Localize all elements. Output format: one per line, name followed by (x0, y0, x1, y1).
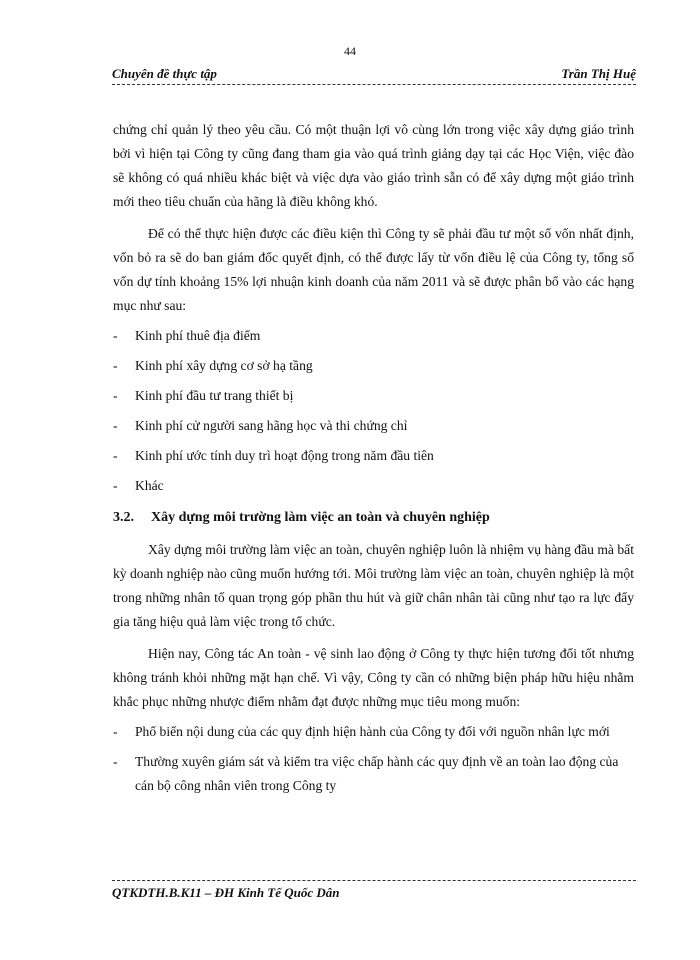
budget-list (113, 324, 634, 498)
list-item (113, 414, 634, 438)
measures-list (113, 720, 634, 798)
bullet-dash: - (113, 388, 118, 403)
paragraph-environment: Xây dựng môi trường làm việc an toàn, chuyên nghiệp luôn là nhiệm vụ hàng đầu mà bất kỳ doanh nghiệp nào cũng muốn hướng tới. Môi trường làm việc an toàn, chuyên nghiệp là một trong những nhân tố quan trọng góp phần thu hút và giữ chân nhân tài cũng như tạo ra lực đẩy gia tăng hiệu quả làm việc trong tổ chức. (113, 542, 634, 629)
header-title: Chuyên đề thực tập (112, 66, 217, 81)
bullet-dash: - (113, 448, 118, 463)
list-item-text: Kinh phí cử người sang hãng học và thi chứng chỉ (135, 418, 408, 433)
section-title: Xây dựng môi trường làm việc an toàn và chuyên nghiệp (151, 510, 490, 525)
section-heading (113, 506, 634, 530)
bullet-dash: - (113, 724, 118, 739)
list-item (113, 444, 634, 468)
list-item (113, 354, 634, 378)
bullet-dash: - (113, 328, 118, 343)
list-item (113, 384, 634, 408)
list-item (113, 720, 634, 744)
bullet-dash: - (113, 418, 118, 433)
paragraph-investment: Để có thể thực hiện được các điều kiện thì Công ty sẽ phải đầu tư một số vốn nhất định, vốn bỏ ra sẽ do ban giám đốc quyết định, có thể được lấy từ vốn điều lệ của Công ty, tổng số vốn dự tính khoảng 15% lợi nhuận kinh doanh của năm 2011 và sẽ được phân bổ vào các hạng mục như sau: (113, 226, 634, 313)
paragraph-safety: Hiện nay, Công tác An toàn - vệ sinh lao động ở Công ty thực hiện tương đối tốt nhưng không tránh khỏi những mặt hạn chế. Vì vậy, Công ty cần có những biện pháp hữu hiệu nhằm khắc phục những nhược điểm nhằm đạt được những mục tiêu mong muốn: (113, 646, 634, 709)
list-item-text: Kinh phí thuê địa điểm (135, 328, 261, 343)
list-item (113, 750, 634, 798)
list-item-text: Kinh phí ước tính duy trì hoạt động trong năm đầu tiên (135, 448, 434, 463)
list-item-text: Khác (135, 478, 164, 493)
list-item (113, 474, 634, 498)
header-author: Trần Thị Huệ (561, 66, 636, 81)
bullet-dash: - (113, 358, 118, 373)
list-item-text: Thường xuyên giám sát và kiểm tra việc chấp hành các quy định về an toàn lao động của cán bộ công nhân viên trong Công ty (135, 754, 619, 793)
list-item-text: Kinh phí đầu tư trang thiết bị (135, 388, 294, 403)
list-item-text: Kinh phí xây dựng cơ sở hạ tầng (135, 358, 313, 373)
paragraph-curriculum: chứng chỉ quản lý theo yêu cầu. Có một thuận lợi vô cùng lớn trong việc xây dựng giáo trình bởi vì hiện tại Công ty cũng đang tham gia vào quá trình giảng dạy tại các Học Viện, việc đào sẽ không có quá nhiều khác biệt và việc dựa vào giáo trình sẵn có để xây dựng một giáo trình mới theo tiêu chuẩn của hãng là điều không khó. (113, 122, 634, 209)
bullet-dash: - (113, 478, 118, 493)
page-footer: QTKDTH.B.K11 – ĐH Kinh Tế Quốc Dân (112, 880, 636, 901)
page-body (113, 118, 634, 798)
page-header (112, 64, 636, 85)
section-number: 3.2. (113, 510, 134, 525)
list-item (113, 324, 634, 348)
bullet-dash: - (113, 754, 118, 769)
page-number: 44 (344, 44, 356, 58)
list-item-text: Phổ biến nội dung của các quy định hiện hành của Công ty đối với nguồn nhân lực mới (135, 724, 610, 739)
